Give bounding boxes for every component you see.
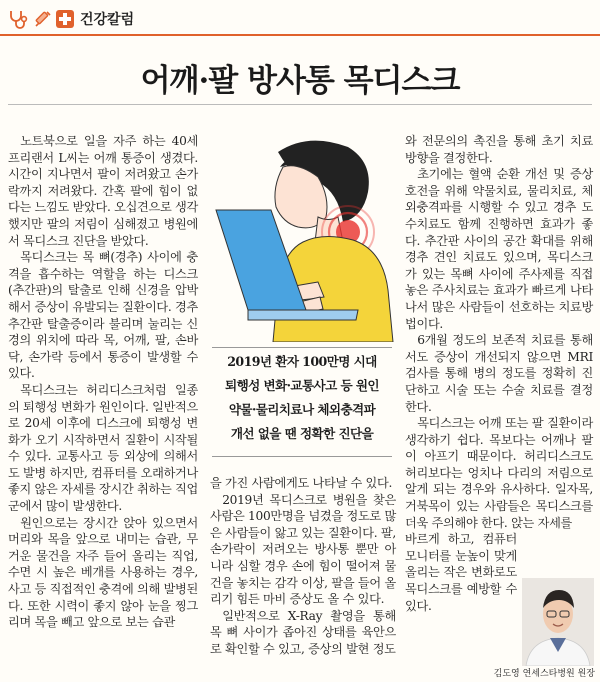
- paragraph: 목디스크는 목 뼈(경추) 사이에 충격을 흡수하는 역할을 하는 디스크(추간판)의 탈출로 인해 신경을 압박해서 증상이 유발되는 질환이다. 경추 추간판 탈출증이라 불리며 눌리는 신경의 위치에 따라 목, 어깨, 팔, 손바닥, 손가락 등에서 통증이 발생할 수 있다.: [8, 250, 198, 381]
- paragraph: 와 전문의의 촉진을 통해 초기 치료 방향을 결정한다.: [405, 134, 593, 165]
- paragraph: 2019년 목디스크로 병원을 찾은 사람은 100만명을 넘겼을 정도로 많은 사람들이 앓고 있는 질환이다. 팔, 손가락이 저려오는 방사통 뿐만 아니라 심할 경우 손에 힘이 떨어져 물건을 놓치는 감각 이상, 팔을 들어 올리기 힘든 마비 증상도 올 수 있다.: [210, 492, 396, 607]
- paragraph: 목디스크는 어깨 또는 팔 질환이라 생각하기 쉽다. 목보다는 어깨나 팔이 아프기 때문이다. 허리디스크도 허리보다는 엉치나 다리의 저림으로 알게 되는 경우와 유사하다. 일자목, 거북목이 있는 사람들은 목디스크를 더욱 주의해야 한다. 앉는 자세를: [405, 416, 593, 530]
- pull-quote-line: 개선 없을 땐 정확한 진단을: [230, 426, 374, 441]
- syringe-icon: [33, 9, 53, 29]
- author-byline: 김도영 연세스타병원 원장: [493, 669, 595, 679]
- neck-pain-illustration: [208, 132, 398, 342]
- paragraph: 원인으로는 장시간 앉아 있으면서 머리와 목을 앞으로 내미는 습관, 무거운 물건을 자주 들어 올리는 직업, 수면 시 높은 베개를 사용하는 경우, 사고 등 직접적인 충격에 의해 발병된다. 또한 시력이 좋지 않아 눈을 찡그리며 목을 빼고 앞으로 보는 습관: [8, 515, 198, 630]
- article-column-1: [8, 133, 198, 631]
- section-label: 건강칼럼: [80, 12, 135, 28]
- paragraph: 노트북으로 일을 자주 하는 40세 프리랜서 L씨는 어깨 통증이 생겼다. 시간이 지나면서 팔이 저려왔고 손가락까지 저려왔다. 간혹 팔에 힘이 없다는 느낌도 받았다. 오십견으로 생각했지만 팔의 저림이 심해졌고 병원에서 목디스크 진단을 받았다.: [8, 134, 198, 248]
- paragraph: 을 가진 사람에게도 나타날 수 있다.: [210, 476, 393, 490]
- header-divider: [0, 34, 600, 36]
- pull-quote: [206, 350, 398, 446]
- article-title: 어깨·팔 방사통 목디스크: [140, 63, 460, 99]
- section-header: [8, 6, 134, 32]
- paragraph: 6개월 정도의 보존적 치료를 통해서도 증상이 개선되지 않으면 MRI 검사를 통해 병의 정도를 정확히 진단하고 시술 또는 수술 치료를 결정한다.: [405, 333, 593, 414]
- paragraph: 초기에는 혈액 순환 개선 및 증상 호전을 위해 약물치료, 물리치료, 체외충격파를 시행할 수 있고 경추 도수치료도 함께 진행하면 효과가 좋다. 추간판 사이의 공간 확대를 위해 경추 견인 치료도 있으며, 목디스크가 있는 목뼈 사이에 주사제를 직접 놓은 주사치료는 효과가 빠르게 나타나서 많은 사람들이 선호하는 치료방법이다.: [405, 167, 593, 331]
- stethoscope-icon: [8, 9, 30, 29]
- pull-quote-line: 약물·물리치료나 체외충격파: [228, 402, 376, 417]
- paragraph: 목디스크는 허리디스크처럼 일종의 퇴행성 변화가 원인이다. 일반적으로 20세 이후에 디스크에 퇴행성 변화가 오기 시작하면서 질환이 시작될 수 있다. 교통사고 등 외상에 의해서도 발병 하지만, 컴퓨터를 오래하거나 좋지 않은 자세를 장시간 취하는 직업군에서 많이 발생한다.: [8, 382, 198, 514]
- pullquote-top-rule: [212, 347, 392, 348]
- header-icons: [8, 9, 74, 29]
- paragraph: 일반적으로 X-Ray 촬영을 통해 목 뼈 사이가 좁아진 상태를 육안으로 확인할 수 있고, 증상의 발현 정도: [210, 608, 396, 656]
- paragraph: 바르게 하고, 컴퓨터 모니터를 눈높이 맞게 올리는 작은 변화로도 목디스크를 예방할 수 있다.: [405, 532, 517, 613]
- author-photo: [522, 578, 594, 666]
- pull-quote-line: 2019년 환자 100만명 시대: [227, 354, 377, 369]
- article-column-2: [210, 475, 396, 658]
- article-column-3: [405, 133, 593, 614]
- pull-quote-line: 퇴행성 변화·교통사고 등 원인: [225, 378, 379, 393]
- pullquote-bottom-rule: [212, 456, 392, 457]
- title-divider: [8, 104, 592, 105]
- medical-cross-icon: [56, 10, 74, 28]
